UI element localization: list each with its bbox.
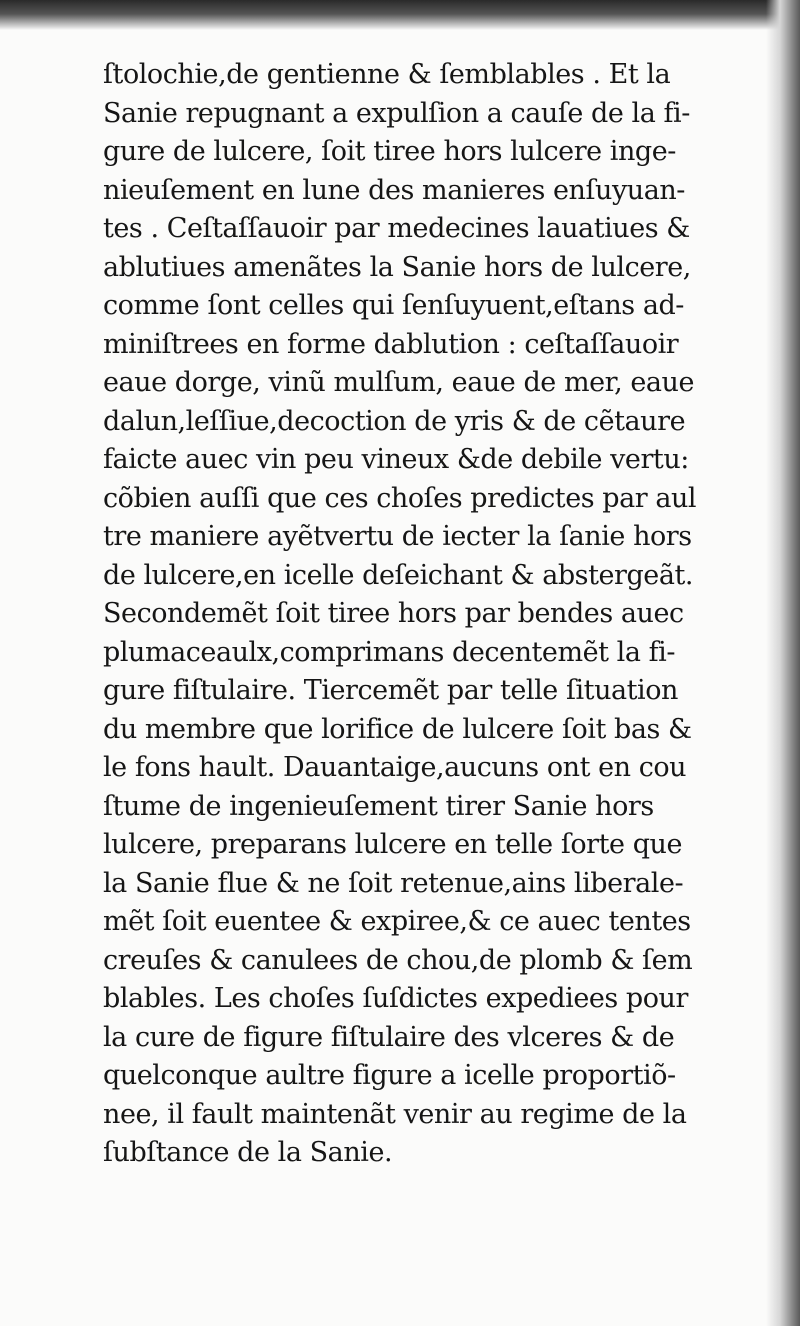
- body-text: [103, 56, 763, 1173]
- text-line: tes . Ceſtaſſauoir par medecines lauatiues &: [103, 213, 690, 244]
- text-line: plumaceaulx,comprimans decentemẽt la fi-: [103, 636, 676, 668]
- text-line: la cure de figure fiſtulaire des vlceres & de: [103, 1021, 675, 1053]
- text-line: tre maniere ayẽtvertu de iecter la ſanie hors: [103, 521, 692, 552]
- text-line: faicte auec vin peu vineux &de debile vertu:: [103, 444, 689, 475]
- text-line: blables. Les choſes ſuſdictes expediees pour: [103, 983, 688, 1014]
- text-line: ablutiues amenãtes la Sanie hors de lulcere,: [103, 251, 691, 283]
- text-line: creuſes & canulees de chou,de plomb & ſem: [103, 944, 693, 976]
- text-line: lulcere, preparans lulcere en telle ſorte que: [103, 829, 682, 860]
- text-line: ſtolochie,de gentienne & ſemblables . Et la: [103, 59, 671, 90]
- text-line: gure de lulcere, ſoit tiree hors lulcere inge-: [103, 136, 676, 167]
- text-line: de lulcere,en icelle deſeichant & abstergeãt.: [103, 559, 694, 591]
- text-line: nee, il fault maintenãt venir au regime de la: [103, 1098, 687, 1130]
- page-top-edge-shadow: [0, 0, 800, 30]
- page-right-edge-shadow: [766, 0, 800, 1326]
- text-line: Secondemẽt ſoit tiree hors par bendes auec: [103, 598, 684, 629]
- text-line: le fons hault. Dauantaige,aucuns ont en cou: [103, 752, 687, 783]
- text-line: cõbien auſſi que ces choſes predictes par aul: [103, 482, 697, 514]
- text-line: gure fiſtulaire. Tiercemẽt par telle ſituation: [103, 675, 678, 706]
- text-line: ſubſtance de la Sanie.: [103, 1137, 393, 1168]
- text-line: miniſtrees en forme dablution : ceſtaſſauoir: [103, 328, 679, 360]
- text-line: comme ſont celles qui ſenſuyuent,eſtans ad-: [103, 290, 684, 321]
- text-line: Sanie repugnant a expulſion a cauſe de la fi-: [103, 97, 690, 129]
- text-line: quelconque aultre figure a icelle proportiõ-: [103, 1060, 676, 1091]
- text-line: la Sanie flue & ne ſoit retenue,ains liberale-: [103, 867, 684, 899]
- text-line: mẽt ſoit euentee & expiree,& ce auec tentes: [103, 906, 691, 937]
- text-line: eaue dorge, vinũ mulſum, eaue de mer, eaue: [103, 367, 695, 398]
- text-line: du membre que lorifice de lulcere ſoit bas &: [103, 713, 692, 745]
- text-line: dalun,leſſiue,decoction de yris & de cẽtaure: [103, 405, 686, 437]
- text-line: ſtume de ingenieuſement tirer Sanie hors: [103, 790, 654, 822]
- text-line: nieuſement en lune des manieres enſuyuan-: [103, 174, 685, 206]
